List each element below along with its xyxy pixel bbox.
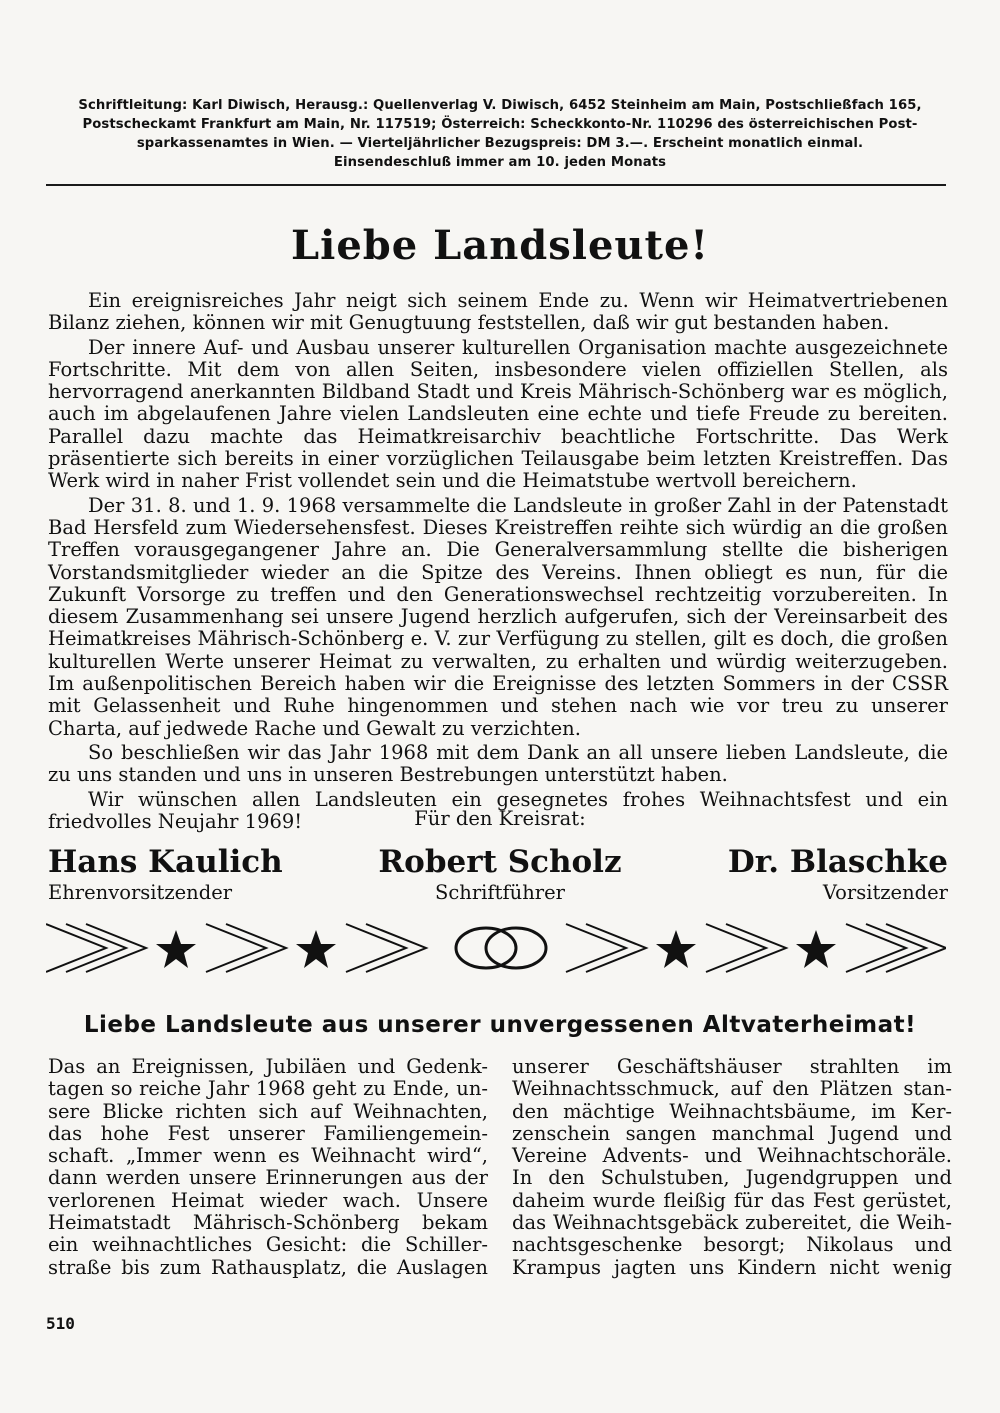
- letter-paragraph: So beschließen wir das Jahr 1968 mit dem Dank an all unsere lieben Landsleute, die zu uns standen und uns in unseren Bestrebungen unterstützt haben.: [48, 740, 948, 787]
- column-line: tagen so reiche Jahr 1968 geht zu Ende, un-: [48, 1077, 488, 1101]
- column-line: Weihnachtsschmuck, auf den Plätzen stan-: [512, 1077, 952, 1101]
- section-heading: Liebe Landsleute aus unserer unvergessenen Altvaterheimat!: [83, 1012, 917, 1038]
- masthead-line: sparkassenamtes in Wien. — Vierteljährlicher Bezugspreis: DM 3.—. Erscheint monatlich einmal.: [136, 136, 864, 151]
- signature-block: [48, 843, 348, 905]
- column-line: dann werden unsere Erinnerungen aus der: [48, 1166, 488, 1190]
- letter-body: [48, 290, 948, 835]
- masthead-line: Einsendeschluß immer am 10. jeden Monats: [333, 155, 667, 170]
- column-line: daheim wurde fleißig für das Fest gerüstet,: [512, 1188, 952, 1212]
- left-column: [48, 1056, 488, 1279]
- signature-role: Schriftführer: [435, 881, 565, 904]
- column-line: Das an Ereignissen, Jubiläen und Gedenk-: [48, 1055, 488, 1078]
- column-line: verlorenen Heimat wieder wach. Unsere: [48, 1188, 488, 1212]
- column-line: Heimatstadt Mährisch-Schönberg bekam: [48, 1211, 488, 1235]
- column-line: In den Schulstuben, Jugendgruppen und: [512, 1166, 952, 1190]
- signature-role: Ehrenvorsitzender: [48, 881, 233, 904]
- signature-name: Robert Scholz: [378, 844, 622, 880]
- column-line: zenschein sangen manchmal Jugend und: [512, 1121, 952, 1145]
- masthead-line: Schriftleitung: Karl Diwisch, Herausg.: Quellenverlag V. Diwisch, 6452 Steinheim am Main, Postschließfach 165,: [78, 98, 922, 113]
- page-number: 510: [46, 1314, 75, 1333]
- column-line: das hohe Fest unserer Familiengemein-: [48, 1121, 488, 1145]
- column-line: den mächtige Weihnachtsbäume, im Ker-: [512, 1099, 952, 1123]
- for-council-label: Für den Kreisrat:: [414, 807, 586, 830]
- column-line: schaft. „Immer wenn es Weihnacht wird“,: [48, 1144, 488, 1168]
- right-column: [512, 1056, 952, 1279]
- signature-block: [350, 843, 650, 905]
- letter-paragraph: Wir wünschen allen Landsleuten ein gesegnetes frohes Weihnachtsfest und ein friedvolles Neujahr 1969!: [48, 787, 948, 833]
- signature-name: Dr. Blaschke: [727, 844, 948, 880]
- column-line: unserer Geschäftshäuser strahlten im: [512, 1055, 952, 1078]
- page-title: Liebe Landsleute!: [291, 222, 709, 269]
- column-line: nachtsgeschenke besorgt; Nikolaus und: [512, 1233, 952, 1257]
- column-line: Krampus jagten uns Kindern nicht wenig: [512, 1255, 952, 1279]
- column-line: Vereine Advents- und Weihnachtschoräle.: [512, 1144, 952, 1168]
- masthead: [40, 96, 960, 172]
- column-line: straße bis zum Rathausplatz, die Auslagen: [48, 1255, 488, 1279]
- signature-name: Hans Kaulich: [48, 844, 283, 880]
- letter-paragraph: Der innere Auf- und Ausbau unserer kulturellen Organisation machte ausgezeichnete Fortschritte. Mit dem von allen Seiten, insbesondere vielen offiziellen Stellen, als hervorragend anerkannten Bildband Stadt und Kreis Mährisch-Schönberg war es möglich, auch im abgelaufenen Jahre vielen Landsleuten eine echte und tiefe Freude zu bereiten. Parallel dazu machte das Heimatkreisarchiv beachtliche Fortschritte. Das Werk präsentierte sich bereits in einer vorzüglichen Teilausgabe beim letzten Kreistreffen. Das Werk wird in naher Frist vollendet sein und die Heimatstube wertvoll bereichern.: [48, 335, 948, 493]
- signature-block: [648, 843, 948, 905]
- letter-paragraph: Der 31. 8. und 1. 9. 1968 versammelte die Landsleute in großer Zahl in der Patenstadt Bad Hersfeld zum Wiedersehensfest. Dieses Kreistreffen reihte sich würdig an die großen Treffen vorausgegangener Jahre an. Die Generalversammlung stellte die bisherigen Vorstandsmitglieder wieder an die Spitze des Vereins. Ihnen obliegt es nun, für die Zukunft Vorsorge zu treffen und den Generationswechsel rechtzeitig vorzubereiten. In diesem Zusammenhang sei unsere Jugend herzlich aufgerufen, sich der Vereinsarbeit des Heimatkreises Mährisch-Schönberg e. V. zur Verfügung zu stellen, gilt es doch, die großen kulturellen Werte unserer Heimat zu verwalten, zu erhalten und würdig weiterzugeben. Im außenpolitischen Bereich haben wir die Ereignisse des letzten Sommers in der CSSR mit Gelassenheit und Ruhe hingenommen und stehen nach wie vor treu zu unserer Charta, auf jedwede Rache und Gewalt zu verzichten.: [48, 493, 948, 740]
- signature-role: Vorsitzender: [822, 881, 948, 904]
- column-line: das Weihnachtsgebäck zubereitet, die Weih-: [512, 1211, 952, 1235]
- masthead-line: Postscheckamt Frankfurt am Main, Nr. 117519; Österreich: Scheckkonto-Nr. 110296 des österreichischen Post-: [82, 117, 918, 132]
- masthead-divider: [46, 184, 946, 186]
- letter-paragraph: Ein ereignisreiches Jahr neigt sich seinem Ende zu. Wenn wir Heimatvertriebenen Bilanz ziehen, können wir mit Genugtuung feststellen, daß wir gut bestanden haben.: [48, 289, 948, 335]
- column-line: sere Blicke richten sich auf Weihnachten,: [48, 1099, 488, 1123]
- column-line: ein weihnachtliches Gesicht: die Schiller-: [48, 1233, 488, 1257]
- ornamental-border: [46, 922, 946, 974]
